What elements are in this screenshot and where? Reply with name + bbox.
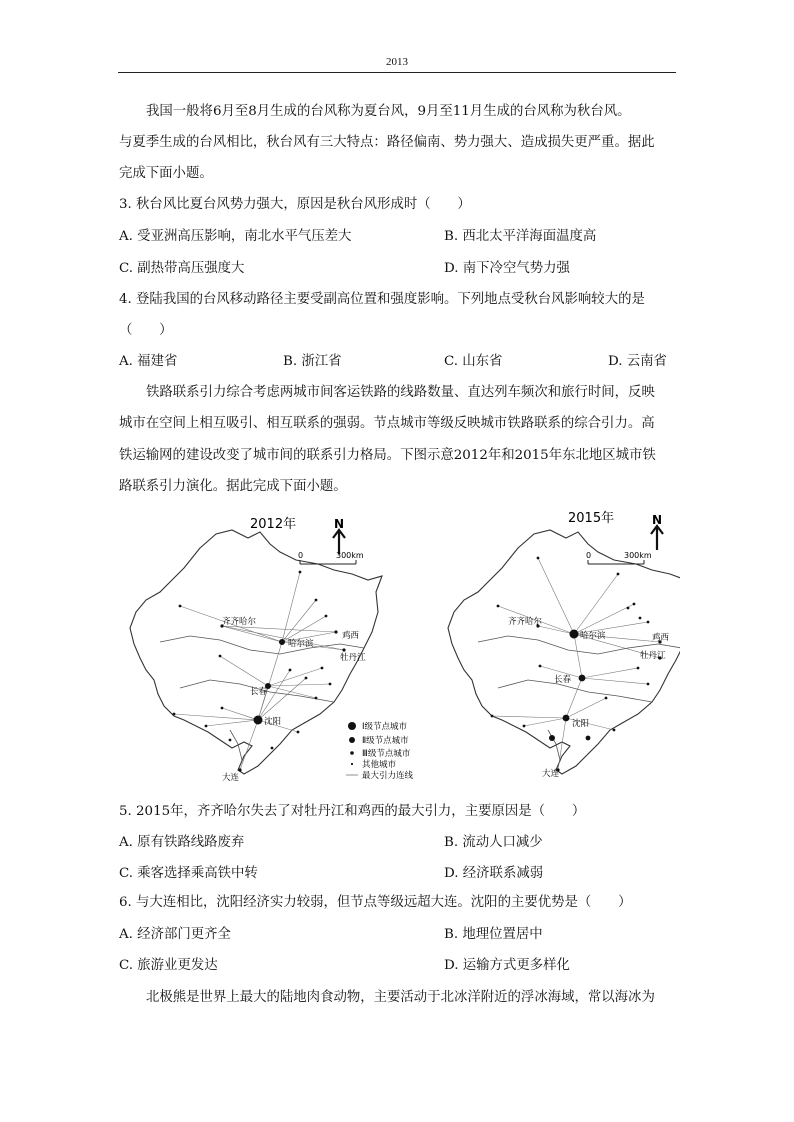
- label-jixi-2012: 鸡西: [342, 631, 360, 641]
- map-2012: [130, 516, 414, 783]
- attraction-lines-2015: [492, 558, 660, 770]
- label-shenyang-2012: 沈阳: [264, 717, 282, 727]
- label-jixi-2015: 鸡西: [652, 633, 670, 643]
- q3-option-c: C. 副热带高压强度大: [119, 261, 245, 276]
- label-harbin-2012: 哈尔滨: [288, 639, 314, 649]
- header-rule: [118, 72, 676, 73]
- map-2015-title: 2015年: [568, 511, 615, 526]
- passage2-line-3: 铁运输网的建设改变了城市间的联系引力格局。下图示意2012年和2015年东北地区城市铁: [119, 448, 656, 463]
- label-qiqihar-2015: 齐齐哈尔: [508, 617, 543, 627]
- passage1-line-3: 完成下面小题。: [119, 166, 213, 181]
- legend-level2: Ⅱ级节点城市: [362, 736, 409, 746]
- passage3-line-1: 北极熊是世界上最大的陆地肉食动物，主要活动于北冰洋附近的浮冰海域，常以海冰为: [146, 990, 655, 1005]
- scale-zero-2012: 0: [298, 551, 304, 560]
- northeast-outline-2012: [130, 530, 382, 774]
- q3-option-b: B. 西北太平洋海面温度高: [444, 229, 597, 244]
- city-points-2015: [491, 557, 662, 772]
- q4-option-a: A. 福建省: [119, 354, 178, 369]
- map-2012-title: 2012年: [250, 517, 297, 532]
- label-mudanjiang-2015: 牡丹江: [640, 651, 666, 661]
- legend-other: 其他城市: [362, 760, 397, 770]
- passage1-line-2: 与夏季生成的台风相比，秋台风有三大特点：路径偏南、势力强大、造成损失更严重。据此: [119, 135, 655, 150]
- label-dalian-2015: 大连: [542, 769, 560, 779]
- q5-option-b: B. 流动人口减少: [444, 835, 543, 850]
- passage2-line-2: 城市在空间上相互吸引、相互联系的强弱。节点城市等级反映城市铁路联系的综合引力。高: [119, 416, 655, 431]
- label-changchun-2012: 长春: [250, 687, 268, 697]
- scale-end-2015: 300km: [624, 551, 652, 560]
- north-label-2012: N: [334, 517, 345, 531]
- q6-stem: 6. 与大连相比，沈阳经济实力较弱，但节点等级远超大连。沈阳的主要优势是（ ）: [119, 895, 632, 910]
- q6-option-d: D. 运输方式更多样化: [444, 958, 570, 973]
- legend-line: 最大引力连线: [362, 771, 414, 781]
- legend-level3: Ⅲ级节点城市: [362, 749, 411, 759]
- label-shenyang-2015: 沈阳: [572, 719, 590, 729]
- province-border-2012: [160, 636, 364, 654]
- label-changchun-2015: 长春: [554, 675, 572, 685]
- label-qiqihar-2012: 齐齐哈尔: [222, 617, 257, 627]
- q4-option-c: C. 山东省: [444, 354, 503, 369]
- map-2015: [448, 510, 680, 779]
- scale-zero-2015: 0: [586, 551, 592, 560]
- q4-option-b: B. 浙江省: [283, 354, 342, 369]
- q5-stem: 5. 2015年，齐齐哈尔失去了对牡丹江和鸡西的最大引力，主要原因是（ ）: [119, 804, 586, 819]
- city-points-2012: [173, 571, 346, 772]
- q6-option-a: A. 经济部门更齐全: [119, 927, 231, 942]
- railway-attraction-maps: [120, 508, 680, 793]
- q4-paren: （ ）: [119, 323, 173, 338]
- q6-option-c: C. 旅游业更发达: [119, 958, 218, 973]
- label-mudanjiang-2012: 牡丹江: [340, 653, 366, 663]
- q3-option-a: A. 受亚洲高压影响，南北水平气压差大: [119, 229, 352, 244]
- q5-option-c: C. 乘客选择乘高铁中转: [119, 866, 258, 881]
- north-arrow-2015: [651, 526, 663, 550]
- label-harbin-2015: 哈尔滨: [580, 631, 606, 641]
- passage2-line-1: 铁路联系引力综合考虑两城市间客运铁路的线路数量、直达列车频次和旅行时间，反映: [146, 385, 655, 400]
- q4-stem: 4. 登陆我国的台风移动路径主要受副高位置和强度影响。下列地点受秋台风影响较大的是: [119, 292, 645, 307]
- coast-2012: [230, 730, 242, 760]
- label-dalian-2012: 大连: [222, 773, 240, 783]
- q3-stem: 3. 秋台风比夏台风势力强大，原因是秋台风形成时（ ）: [119, 197, 471, 212]
- q3-option-d: D. 南下冷空气势力强: [444, 261, 570, 276]
- passage2-line-4: 路联系引力演化。据此完成下面小题。: [119, 479, 347, 494]
- legend-level1: Ⅰ级节点城市: [362, 722, 408, 732]
- q4-option-d: D. 云南省: [608, 354, 667, 369]
- q5-option-a: A. 原有铁路线路废弃: [119, 835, 245, 850]
- north-label-2015: N: [652, 513, 663, 527]
- q5-option-d: D. 经济联系减弱: [444, 866, 544, 881]
- scale-end-2012: 300km: [336, 551, 364, 560]
- legend: [346, 721, 414, 781]
- attraction-lines-2012: [174, 572, 344, 770]
- passage1-line-1: 我国一般将6月至8月生成的台风称为夏台风，9月至11月生成的台风称为秋台风。: [146, 104, 631, 119]
- page-header-year: 2013: [386, 56, 408, 68]
- q6-option-b: B. 地理位置居中: [444, 927, 543, 942]
